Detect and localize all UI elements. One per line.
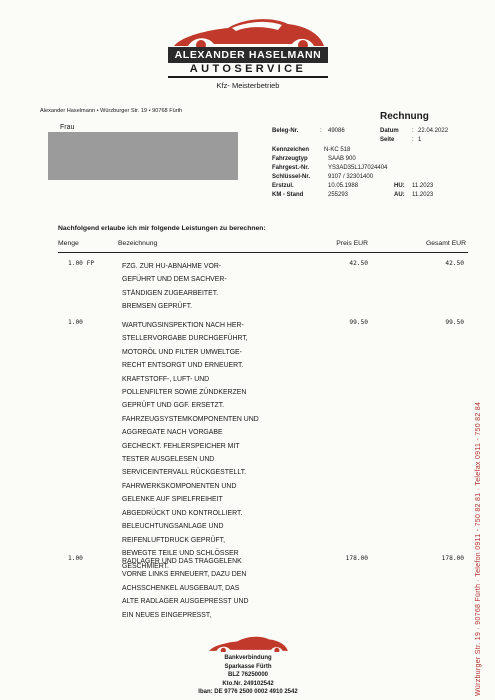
description-line: FZG. ZUR HU-ABNAHME VOR- [122, 263, 222, 270]
row-description [122, 555, 297, 622]
recipient-salutation: Frau [60, 124, 75, 131]
sidebar-address-text: Würzburger Str. 19 · 90768 Fürth · Telefon 0911 - 750 82 81 · Telefax 0911 - 750 82 84 [475, 401, 482, 696]
row-price: 42.50 [349, 260, 368, 267]
row-qty: 1.00 FP [68, 260, 95, 267]
meta-label: Datum [380, 128, 399, 134]
description-line: KRAFTSTOFF-, LUFT- UND [122, 375, 210, 383]
row-total: 99.50 [445, 319, 464, 326]
description-line: MOTORÖL UND FILTER UMWELTGE- [122, 348, 242, 356]
description-line: STÄNDIGEN ZUGEARBEITET. [122, 289, 219, 297]
description-line: GECHECKT. FEHLERSPEICHER MIT [122, 442, 240, 450]
description-line: ACHSSCHENKEL AUSGEBAUT, DAS [122, 584, 240, 592]
row-qty: 1.00 [68, 555, 83, 562]
description-line: BEWEGTE TEILE UND SCHLÖSSER [122, 549, 239, 557]
row-price: 99.50 [349, 319, 368, 326]
address-sidebar [468, 0, 490, 700]
bank-line: Sparkasse Fürth [224, 663, 272, 670]
sender-line: Alexander Haselmann • Würzburger Str. 19 • 90768 Fürth [40, 108, 183, 114]
bank-line: Iban: DE 9776 2500 0002 4910 2542 [198, 689, 298, 696]
description-line: BELEUCHTUNGSANLAGE UND [122, 523, 224, 531]
bank-line: BLZ 76250000 [227, 672, 269, 679]
car-logo-icon [206, 634, 290, 652]
row-total: 42.50 [445, 260, 464, 267]
description-line: FAHRZEUGSYSTEMKOMPONENTEN UND [122, 415, 259, 423]
header-bezeichnung: Bezeichnung [118, 240, 158, 247]
description-line: RADLAGER UND DAS TRAGGELENK [122, 558, 242, 565]
bank-line: Bankverbindung [224, 655, 272, 661]
car-logo-icon [168, 14, 328, 48]
row-description [122, 260, 297, 314]
header-preis: Preis EUR [336, 240, 368, 247]
invoice-title: Rechnung [380, 111, 429, 122]
description-line: WARTUNGSINSPEKTION NACH HER- [122, 322, 244, 329]
bank-footer [168, 634, 328, 697]
row-total: 178.00 [441, 555, 464, 562]
row-price: 178.00 [345, 555, 368, 562]
meta-label: Seite [380, 137, 395, 143]
description-line: TESTER AUSGELESEN UND [122, 456, 215, 464]
description-line: EIN NEUES EINGEPRESST, [122, 611, 212, 619]
description-line: SERVICEINTERVALL RÜCKGESTELLT. [122, 469, 247, 477]
description-line: GESCHMIERT. [122, 563, 169, 571]
header-menge: Menge [58, 240, 79, 247]
table-header [58, 238, 468, 253]
description-line: ALTE RADLAGER AUSGEPRESST UND [122, 598, 249, 606]
meta-value: 1 [418, 137, 422, 143]
description-line: VORNE LINKS ERNEUERT, DAZU DEN [122, 571, 247, 579]
intro-text: Nachfolgend erlaube ich mir folgende Leistungen zu berechnen: [58, 225, 266, 232]
description-line: STELLERVORGABE DURCHGEFÜHRT, [122, 335, 248, 343]
description-line: POLLENFILTER SOWIE ZÜNDKERZEN [122, 389, 247, 397]
meta-value: 49086 [328, 128, 345, 134]
redacted-address-block [48, 132, 238, 180]
bank-line: Kto.Nr. 249102542 [222, 680, 274, 687]
row-qty: 1.00 [68, 319, 83, 326]
company-name-secondary: AUTOSERVICE [168, 63, 328, 78]
description-line: FAHRWERKSKOMPONENTEN UND [122, 482, 237, 490]
bank-details [168, 654, 328, 697]
row-description [122, 319, 297, 574]
description-line: RECHT ENTSORGT UND ERNEUERT. [122, 362, 244, 370]
description-line: REIFENLUFTDRUCK GEPRÜFT, [122, 536, 225, 544]
description-line: GEPRÜFT UND GGF. ERSETZT. [122, 402, 225, 410]
meta-label: Beleg-Nr. [272, 128, 299, 134]
company-name: ALEXANDER HASELMANN [168, 47, 328, 63]
description-line: ABGEDRÜCKT UND KONTROLLIERT. [122, 509, 243, 517]
invoice-page: ALEXANDER HASELMANN AUTOSERVICE Kfz- Meisterbetrieb Alexander Haselmann • Würzburger Str. 19 • 90768 Fürth Frau Rechnung Beleg-Nr. : 49086 Datum : 22.04.2022 Seite : 1 Kennzeichen N-KC 518 Fahrzeugtyp SAAB 900 Fahrgest.-Nr. YS3AD35L1J7024404 Schlüssel-Nr. 9107 / 32301400 Erstzul. 10.05.1988 KM - Stand 255293 HU: 11.2023 AU: 11.2023 Nachfolgend erlaube ich mir folgende Leistungen zu berechnen: Menge Bezeichnung Preis EUR Gesamt EUR 1.00 FP FZG. ZUR HU-ABNAHME VOR- GEFÜHRT UND DEM SACHVER- STÄNDIGEN ZUGEARBEITET. BREMSEN GEPRÜFT. 42.50 42.50 1.00 WARTUNGSINSPEKTION NACH HER- STELLERVORGABE DURCHGEFÜHRT, MOTORÖL UND FILTER UMWELTGE- RECHT ENTSORGT UND ERNEUERT. KRAFTSTOFF-, LUFT- UND POLLENFILTER SOWIE ZÜNDKERZEN GEPRÜFT UND GGF. ERSETZT. FAHRZEUGSYSTEMKOMPONENTEN UND AGGREGATE NACH VORGABE GECHECKT. FEHLERSPEICHER MIT TESTER AUSGELESEN UND SERVICEINTERVALL RÜCKGESTELLT. FAHRWERKSKOMPONENTEN UND GELENKE AUF SPIELFREIHEIT ABGEDRÜCKT UND KONTROLLIERT. BELEUCHTUNGSANLAGE UND REIFENLUFTDRUCK GEPRÜFT, BEWEGTE TEILE UND SCHLÖSSER GESCHMIERT. 99.50 99.50 1.00 RADLAGER UND DAS TRAGGELENK VORNE LINKS ERNEUERT, DAZU DEN ACHSSCHENKEL AUSGEBAUT, DAS ALTE RADLAGER AUSGEPRESST UND EIN NEUES EINGEPRESST, 178.00 178.00 Bankverbindung Sparkasse Fürth BLZ 76250000 Kto.Nr. 249102542 Iban: DE 9776 2500 0002 4910 2542 Würzburger Str. 19 · 90768 Fürth · Telefon 0911 - 750 82 81 · Telefax 0911 - 750 82 84 [0, 0, 495, 700]
description-line: GELENKE AUF SPIELFREIHEIT [122, 496, 223, 504]
meta-value: 22.04.2022 [418, 128, 449, 134]
company-subtitle: Kfz- Meisterbetrieb [216, 81, 280, 90]
description-line: AGGREGATE NACH VORGABE [122, 429, 223, 437]
description-line: BREMSEN GEPRÜFT. [122, 303, 193, 311]
header-gesamt: Gesamt EUR [425, 240, 466, 247]
description-line: GEFÜHRT UND DEM SACHVER- [122, 276, 227, 284]
